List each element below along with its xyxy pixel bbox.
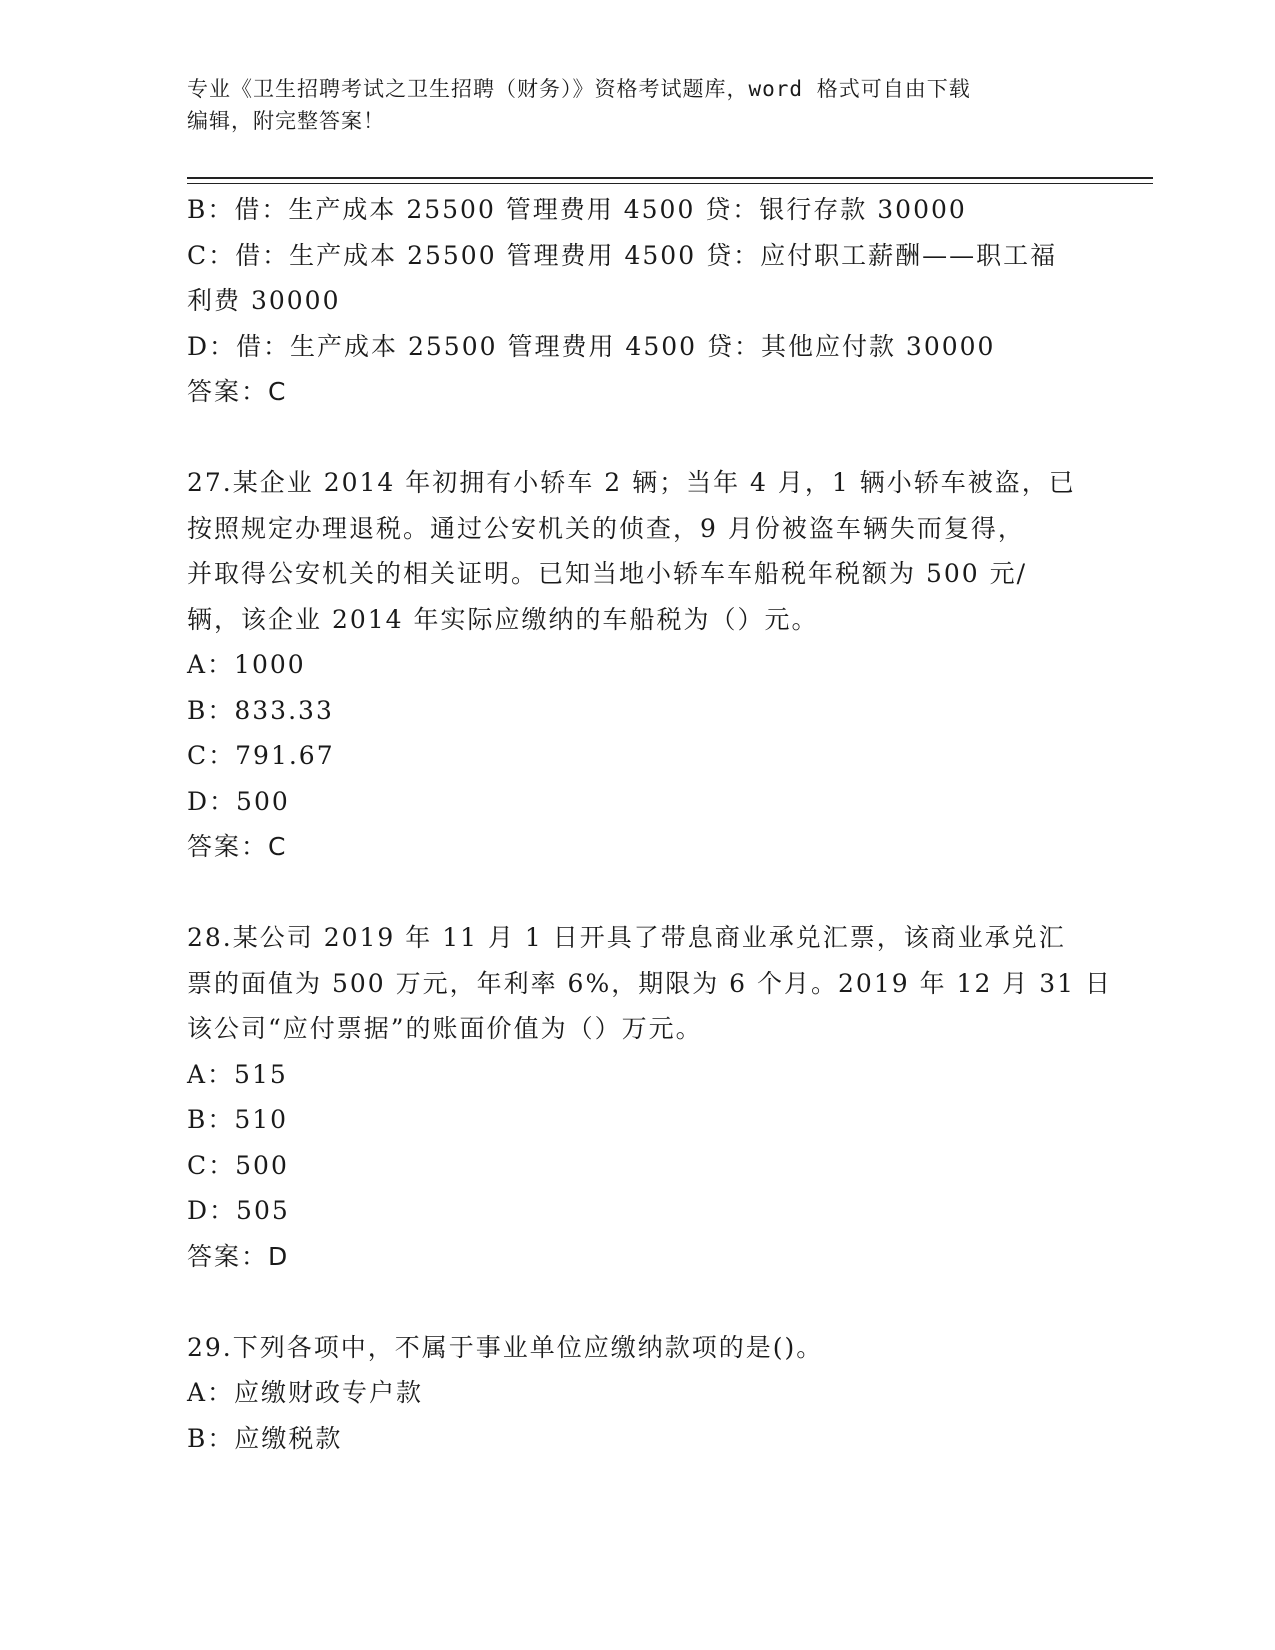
option-a: A：应缴财政专户款 xyxy=(187,1378,424,1407)
option-c: C：500 xyxy=(187,1150,289,1180)
answer: 答案：C xyxy=(187,377,288,406)
answer: 答案：C xyxy=(187,832,288,861)
option-a: A：1000 xyxy=(187,650,306,679)
question-stem-line: 票的面值为 500 万元，年利率 6%，期限为 6 个月。2019 年 12 月 31 日 xyxy=(187,968,1112,998)
header-line-1: 专业《卫生招聘考试之卫生招聘（财务）》资格考试题库，word 格式可自由下载 xyxy=(187,77,971,101)
question-stem-line: 并取得公安机关的相关证明。已知当地小轿车车船税年税额为 500 元/ xyxy=(187,559,1028,588)
option-d: D：505 xyxy=(187,1196,290,1225)
question-27 xyxy=(187,460,1087,870)
question-stem-line: 29.下列各项中，不属于事业单位应缴纳款项的是()。 xyxy=(187,1332,824,1362)
option-d: D：借：生产成本 25500 管理费用 4500 贷：其他应付款 30000 xyxy=(187,331,996,361)
option-b: B：借：生产成本 25500 管理费用 4500 贷：银行存款 30000 xyxy=(187,195,967,224)
question-26-tail xyxy=(187,187,1087,415)
option-b: B：应缴税款 xyxy=(187,1423,343,1453)
spacer xyxy=(187,1279,1087,1325)
header-rule-thin xyxy=(187,183,1153,184)
document-header xyxy=(187,73,1067,137)
option-c-continued: 利费 30000 xyxy=(187,286,341,315)
option-b: B：510 xyxy=(187,1105,289,1134)
question-stem-line: 28.某公司 2019 年 11 月 1 日开具了带息商业承兑汇票，该商业承兑汇 xyxy=(187,923,1066,952)
question-29 xyxy=(187,1325,1087,1462)
header-rule-thick xyxy=(187,177,1153,179)
question-stem-line: 辆，该企业 2014 年实际应缴纳的车船税为（）元。 xyxy=(187,604,819,634)
question-28 xyxy=(187,915,1112,1279)
question-stem-line: 27.某企业 2014 年初拥有小轿车 2 辆；当年 4 月，1 辆小轿车被盗，已 xyxy=(187,468,1076,497)
option-d: D：500 xyxy=(187,786,290,816)
answer: 答案：D xyxy=(187,1241,290,1271)
question-stem-line: 按照规定办理退税。通过公安机关的侦查，9 月份被盗车辆失而复得， xyxy=(187,513,1025,543)
option-a: A：515 xyxy=(187,1059,288,1089)
option-b: B：833.33 xyxy=(187,695,334,725)
question-stem-line: 该公司“应付票据”的账面价值为（）万元。 xyxy=(187,1014,703,1043)
header-line-2: 编辑，附完整答案！ xyxy=(187,109,385,133)
spacer xyxy=(187,415,1087,461)
document-body xyxy=(187,187,1112,1461)
option-c: C：借：生产成本 25500 管理费用 4500 贷：应付职工薪酬——职工福 xyxy=(187,240,1058,270)
spacer xyxy=(187,870,1087,916)
option-c: C：791.67 xyxy=(187,741,335,770)
